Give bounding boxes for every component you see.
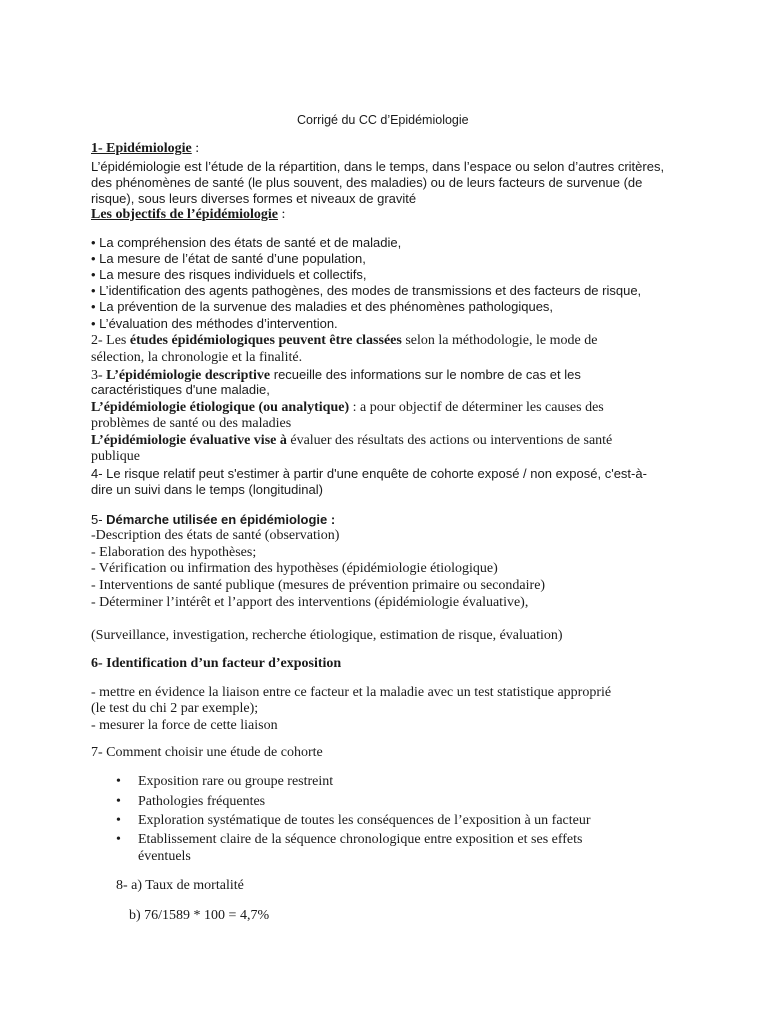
evaluative-line-1	[91, 433, 612, 449]
section-2-rest: selon la méthodologie, le mode de	[401, 333, 598, 348]
objectif-item: • La mesure des risques individuels et collectifs,	[91, 267, 367, 282]
evaluative-line-2: publique	[91, 449, 140, 464]
section-8-b: b) 76/1589 * 100 = 4,7%	[129, 908, 270, 923]
section-3-prefix: 3-	[91, 368, 107, 383]
definition-line-3: risque), sous leurs diverses formes et niveaux de gravité	[91, 191, 417, 206]
demarche-item: - Déterminer l’intérêt et l’apport des interventions (épidémiologie évaluative),	[91, 595, 529, 610]
section-6-line: - mesurer la force de cette liaison	[91, 718, 278, 733]
objectif-item: • La prévention de la survenue des maladies et des phénomènes pathologiques,	[91, 299, 554, 314]
cohorte-item: Pathologies fréquentes	[138, 794, 266, 809]
cohorte-item: Exposition rare ou groupe restreint	[138, 774, 334, 789]
section-2-line-2: sélection, la chronologie et la finalité.	[91, 350, 303, 365]
section-8-a: 8- a) Taux de mortalité	[116, 878, 244, 893]
objectifs-heading	[91, 207, 285, 223]
section-4-line-1: 4- Le risque relatif peut s'estimer à partir d'une enquête de cohorte exposé / non exposé, c'est-à-	[91, 466, 647, 481]
section-3-line-2: caractéristiques d'une maladie,	[91, 382, 270, 397]
section-4-line-2: dire un suivi dans le temps (longitudinal)	[91, 482, 323, 497]
section-2-line-1	[91, 333, 597, 349]
demarche-item: -Description des états de santé (observation)	[91, 528, 340, 543]
section-7-heading: 7- Comment choisir une étude de cohorte	[91, 745, 323, 760]
demarche-item: - Elaboration des hypothèses;	[91, 545, 257, 560]
section-1-heading-text: 1- Epidémiologie	[91, 141, 192, 156]
objectif-item: • La compréhension des états de santé et de maladie,	[91, 235, 402, 250]
bullet-icon: •	[116, 794, 121, 809]
objectif-item: • L’évaluation des méthodes d’intervention.	[91, 316, 338, 331]
section-5-heading	[91, 512, 335, 528]
section-1-heading-colon: :	[191, 141, 200, 156]
demarche-item: - Interventions de santé publique (mesures de prévention primaire ou secondaire)	[91, 578, 546, 593]
etiologique-line-2: problèmes de santé ou des maladies	[91, 416, 292, 431]
objectif-item: • L’identification des agents pathogènes, des modes de transmissions et des facteurs de risque,	[91, 283, 642, 298]
bullet-icon: •	[116, 774, 121, 789]
etiologique-rest: : a pour objectif de déterminer les causes des	[349, 400, 604, 415]
section-5-prefix: 5-	[91, 512, 107, 527]
section-6-line: - mettre en évidence la liaison entre ce facteur et la maladie avec un test statistique approprié	[91, 685, 612, 700]
section-6-line: (le test du chi 2 par exemple);	[91, 701, 259, 716]
cohorte-item-continuation: éventuels	[138, 849, 191, 864]
evaluative-bold: L’épidémiologie évaluative vise à	[91, 433, 287, 448]
objectifs-heading-colon: :	[278, 207, 286, 222]
bullet-icon: •	[116, 832, 121, 847]
evaluative-rest: évaluer des résultats des actions ou interventions de santé	[286, 433, 613, 448]
demarche-item: - Vérification ou infirmation des hypothèses (épidémiologie étiologique)	[91, 561, 498, 576]
etiologique-line-1	[91, 400, 604, 416]
section-6-heading: 6- Identification d’un facteur d’exposition	[91, 656, 342, 671]
cohorte-item: Exploration systématique de toutes les conséquences de l’exposition à un facteur	[138, 813, 591, 828]
etiologique-bold: L’épidémiologie étiologique (ou analytique)	[91, 400, 350, 415]
demarche-note: (Surveillance, investigation, recherche étiologique, estimation de risque, évaluation)	[91, 628, 563, 643]
section-5-bold: Démarche utilisée en épidémiologie :	[106, 512, 336, 527]
section-1-heading	[91, 141, 199, 157]
bullet-icon: •	[116, 813, 121, 828]
definition-line-2: des phénomènes de santé (le plus souvent, des maladies) ou de leurs facteurs de survenue (de	[91, 175, 643, 190]
definition-line-1: L’épidémiologie est l’étude de la répartition, dans le temps, dans l’espace ou selon d’autres critères,	[91, 159, 665, 174]
section-2-prefix: 2- Les	[91, 333, 130, 348]
objectifs-heading-text: Les objectifs de l’épidémiologie	[91, 207, 279, 222]
page-title: Corrigé du CC d’Epidémiologie	[297, 113, 469, 127]
objectif-item: • La mesure de l’état de santé d’une population,	[91, 251, 366, 266]
section-2-bold: études épidémiologiques peuvent être classées	[129, 333, 402, 348]
section-3-rest: recueille des informations sur le nombre de cas et les	[270, 367, 581, 382]
cohorte-item: Etablissement claire de la séquence chronologique entre exposition et ses effets	[138, 832, 583, 847]
section-3-bold: L’épidémiologie descriptive	[106, 368, 271, 383]
